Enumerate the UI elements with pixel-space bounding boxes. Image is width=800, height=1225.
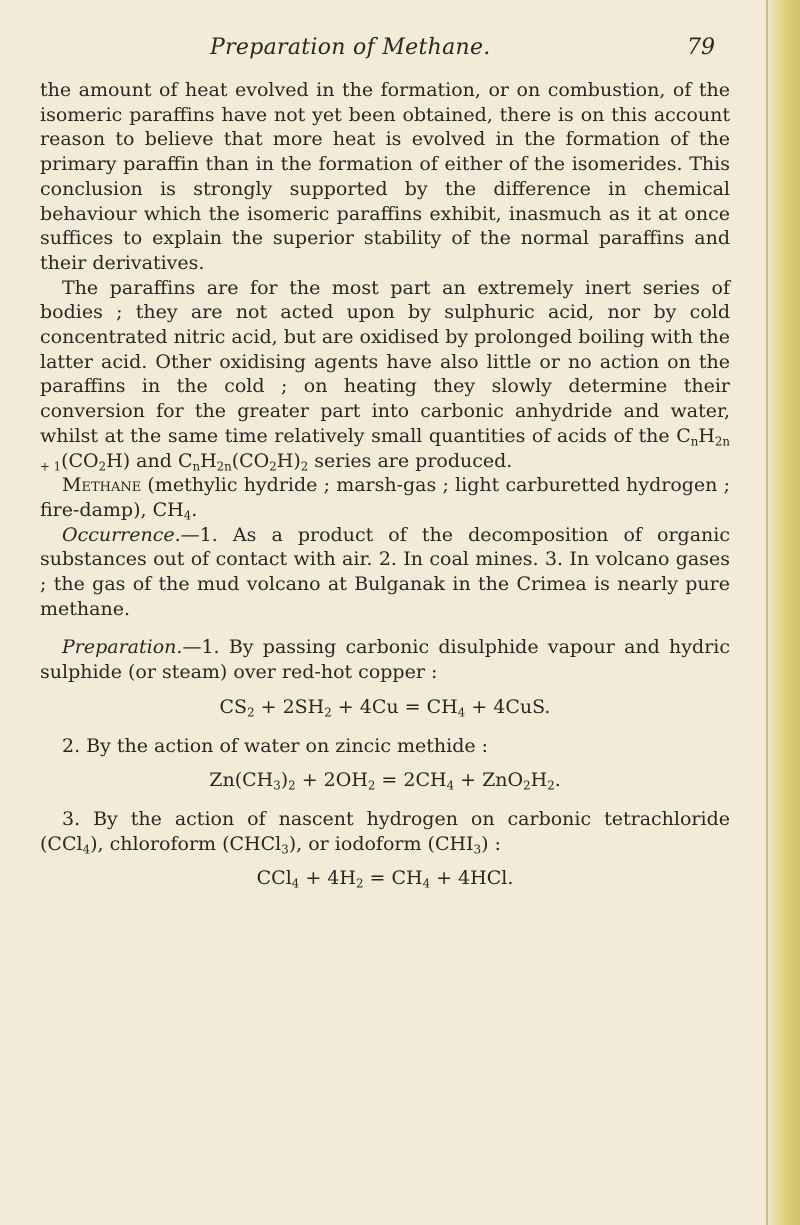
methane-synonyms: (methylic hydride ; marsh-gas ; light carburetted hydrogen ; fire-damp), CH — [40, 474, 730, 521]
running-head — [40, 30, 730, 70]
occurrence-text: —1. As a product of the decomposition of organic substances out of contact with air. 2. In coal mines. 3. In volcano gases ; the gas of the mud volcano at Bulganak in the Crimea is nearly pure methane. — [40, 523, 730, 620]
paragraph-preparation — [40, 635, 730, 684]
spacer — [40, 621, 730, 635]
page-edge-shadow — [764, 0, 800, 1225]
page-edge-line — [766, 0, 768, 1225]
nascent-hydrogen-text: 3. By the action of nascent hydrogen on carbonic tetrachloride ( — [40, 807, 730, 855]
equation-2: $Zn(CH_3)_2 + 2OH_2 = 2CH_4 + ZnO_2H_2$. — [209, 769, 561, 793]
paragraph-zincic-methide: 2. By the action of water on zincic methide : — [62, 734, 489, 757]
methane-heading: Methane — [62, 474, 142, 497]
paragraph-inert-series-and: and — [136, 449, 172, 472]
preparation-label: Preparation. — [62, 636, 183, 659]
formula-dibasic-acids: $C_nH_{2n}(CO_2H)_2$ — [177, 449, 309, 474]
page-number: 79 — [687, 35, 715, 60]
paragraph-occurrence — [40, 523, 730, 622]
equation-3: $CCl_4 + 4H_2 = CH_4 + 4HCl$. — [256, 867, 514, 891]
formula-monobasic-acids: $C_nH_{2n + 1}(CO_2H)$ — [40, 424, 730, 474]
paragraph-heat-of-formation: the amount of heat evolved in the formation, or on combustion, of the isomeric paraffins have not yet been obtained, there is on this account reason to believe that more heat is evolved in the formation of the primary paraffin than in the formation of either of the isomerides. This conclusion is strongly supported by the difference in chemical behaviour which the isomeric paraffins exhibit, inasmuch as it at once suffices to explain the superior stability of the normal paraffins and their derivatives. — [40, 79, 730, 274]
paragraph-nascent-hydrogen: 3. By the action of nascent hydrogen on carbonic tetrachloride (CCl$_4$), chloroform (CHCl$_3$), or iodoform $(CHI_3)$ : — [40, 807, 730, 857]
paragraph-methane-heading: Methane (methylic hydride ; marsh-gas ; light carburetted hydrogen ; fire-damp), $CH_4$. — [40, 474, 730, 523]
paragraph-inert-series-tail: series are produced. — [314, 449, 513, 472]
paragraph-inert-series — [40, 276, 730, 474]
occurrence-label: Occurrence. — [62, 523, 181, 546]
preparation-text: —1. By passing carbonic disulphide vapour and hydric sulphide (or steam) over red-hot copper : — [40, 636, 730, 684]
running-title: Preparation of Methane. — [210, 35, 491, 60]
equation-1: $CS_2 + 2SH_2 + 4Cu = CH_4 + 4CuS$. — [219, 695, 551, 720]
paragraph-inert-series-text: The paraffins are for the most part an extremely inert series of bodies ; they are not acted upon by sulphuric acid, nor by cold concentrated nitric acid, but are oxidised by prolonged boiling with the latter acid. Other oxidising agents have also little or no action on the paraffins in the cold ; on heating they slowly determine their conversion for the greater part into carbonic anhydride and water, whilst at the same time relatively small quantities of acids of the — [40, 276, 730, 447]
book-page — [40, 30, 730, 905]
